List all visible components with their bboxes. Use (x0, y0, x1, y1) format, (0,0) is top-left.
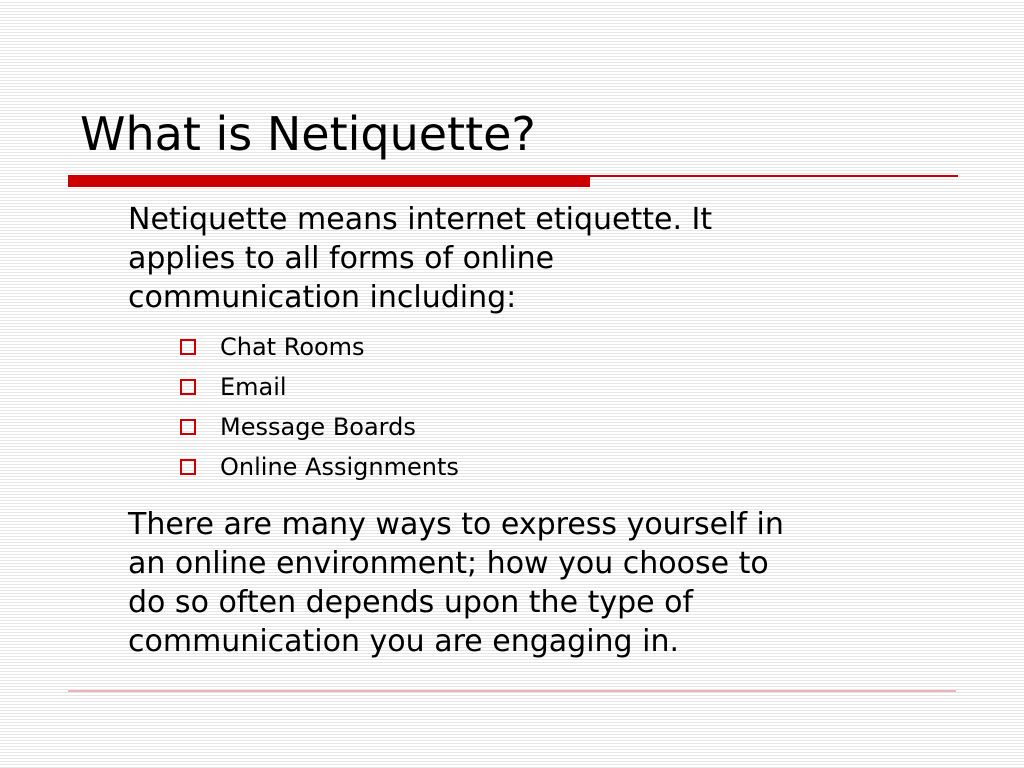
hollow-square-bullet-icon (180, 459, 196, 475)
hollow-square-bullet-icon (180, 379, 196, 395)
intro-line-1: Netiquette means internet etiquette. It (128, 202, 713, 237)
expression-line-2: an online environment; how you choose to (128, 546, 769, 581)
list-item-label: Message Boards (220, 413, 416, 441)
slide-body (128, 200, 968, 661)
intro-line-3: communication including: (128, 280, 517, 315)
title-underline-accent (68, 175, 590, 187)
expression-paragraph (128, 505, 968, 661)
expression-line-4: communication you are engaging in. (128, 624, 680, 659)
list-item-label: Online Assignments (220, 453, 459, 481)
title-underline-line (590, 175, 958, 177)
list-item-message-boards (180, 407, 968, 447)
intro-paragraph (128, 200, 968, 317)
hollow-square-bullet-icon (180, 339, 196, 355)
expression-line-3: do so often depends upon the type of (128, 585, 694, 620)
communication-types-list (180, 327, 968, 487)
intro-line-2: applies to all forms of online (128, 241, 555, 276)
hollow-square-bullet-icon (180, 419, 196, 435)
expression-line-1: There are many ways to express yourself in (128, 507, 784, 542)
list-item-chat-rooms (180, 327, 968, 367)
list-item-label: Email (220, 373, 287, 401)
list-item-label: Chat Rooms (220, 333, 365, 361)
slide-title: What is Netiquette? (80, 107, 536, 161)
list-item-email (180, 367, 968, 407)
footer-divider (68, 690, 956, 692)
list-item-online-assignments (180, 447, 968, 487)
